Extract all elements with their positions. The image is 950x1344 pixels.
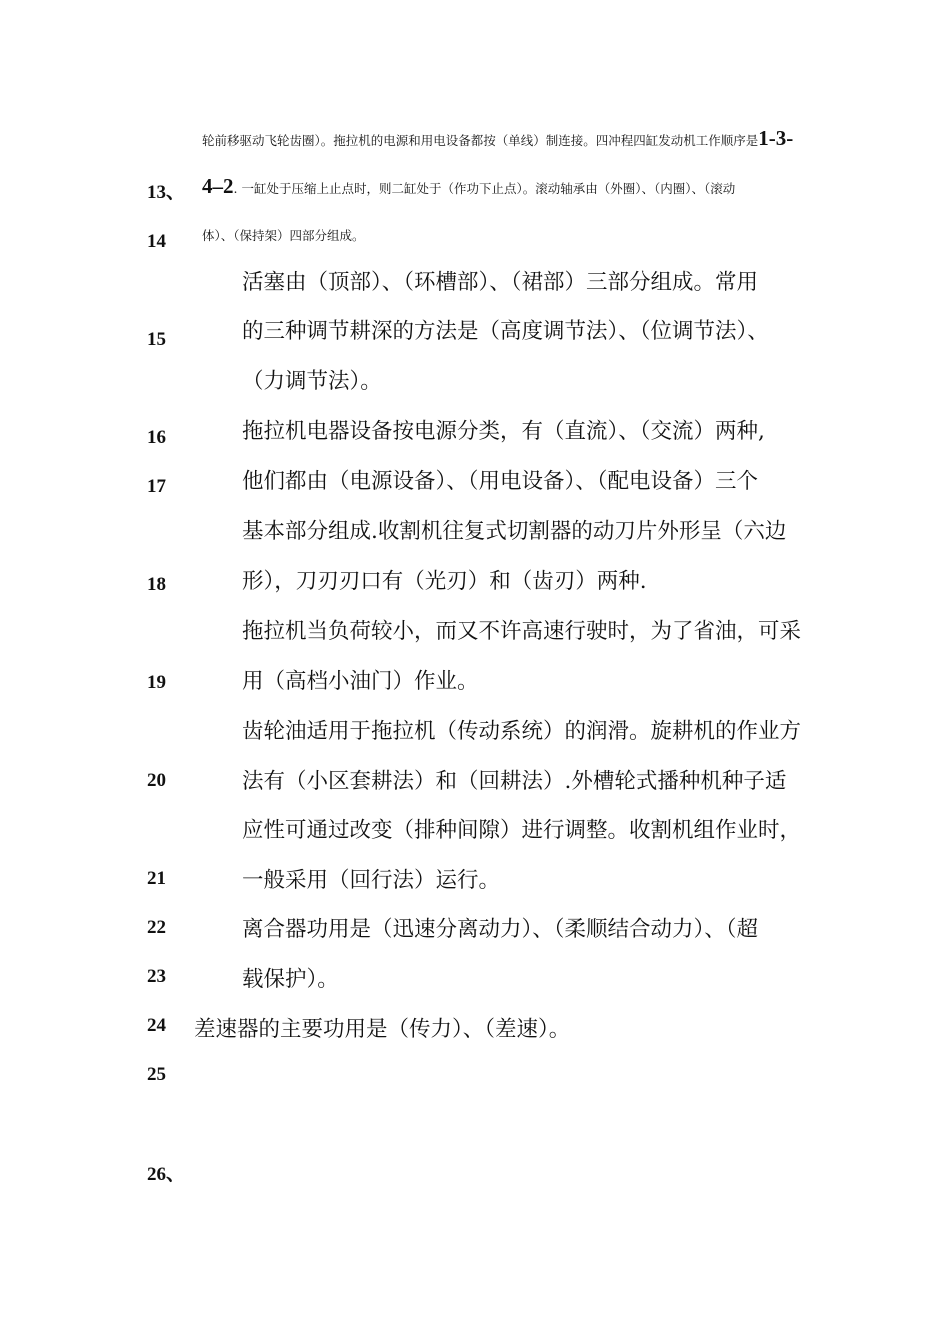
body-text-line-last: 差速器的主要功用是（传力）、（差速）。 xyxy=(194,1017,571,1042)
body-text-line: 应性可通过改变（排种间隙）进行调整。收割机组作业时， xyxy=(242,818,802,843)
body-text-line: 一般采用（回行法）运行。 xyxy=(242,868,501,893)
body-text-line: 拖拉机当负荷较小，而又不许高速行驶时，为了省油，可采 xyxy=(242,619,802,644)
body-text-line: 载保护）。 xyxy=(242,967,339,992)
line-number: 18 xyxy=(147,574,166,595)
body-text-line: 法有（小区套耕法）和（回耕法）.外槽轮式播种机种子适 xyxy=(242,769,787,794)
line-number: 15 xyxy=(147,329,166,350)
text-segment-bold: 1-3- xyxy=(758,126,794,150)
line-number: 24 xyxy=(147,1015,166,1036)
line-number: 19 xyxy=(147,672,166,693)
body-text-line: 他们都由（电源设备）、（用电设备）、（配电设备）三个 xyxy=(242,469,759,494)
text-segment-bold: 4–2 xyxy=(202,174,234,198)
body-text-line: 齿轮油适用于拖拉机（传动系统）的润滑。旋耕机的作业方 xyxy=(242,719,802,744)
body-text-line: 活塞由（顶部）、（环槽部）、（裙部）三部分组成。常用 xyxy=(242,270,759,295)
body-text-line: （力调节法）。 xyxy=(242,369,382,394)
body-text-line: 的三种调节耕深的方法是（高度调节法）、（位调节法）、 xyxy=(242,319,769,344)
line-number: 26、 xyxy=(147,1164,186,1185)
text-segment: . 一缸处于压缩上止点时，则二缸处于（作功下止点）。滚动轴承由（外圈）、（内圈）、（滚动 xyxy=(233,181,736,196)
text-line-small-1 xyxy=(202,128,793,149)
line-number: 23 xyxy=(147,966,166,987)
line-number: 21 xyxy=(147,868,166,889)
body-text-line: 拖拉机电器设备按电源分类，有（直流）、（交流）两种, xyxy=(242,419,765,444)
body-text-line: 基本部分组成.收割机往复式切割器的动刀片外形呈（六边 xyxy=(242,519,787,544)
body-text-line: 离合器功用是（迅速分离动力）、（柔顺结合动力）、（超 xyxy=(242,917,759,942)
text-line-small-2 xyxy=(202,176,735,197)
line-number: 22 xyxy=(147,917,166,938)
line-number: 16 xyxy=(147,427,166,448)
line-number: 17 xyxy=(147,476,166,497)
body-text-line: 用（高档小油门）作业。 xyxy=(242,669,479,694)
line-number: 14 xyxy=(147,231,166,252)
text-segment: 轮前移驱动飞轮齿圈）。拖拉机的电源和用电设备都按（单线）制连接。四冲程四缸发动机工作顺序是 xyxy=(202,133,759,148)
text-line-small-3: 体）、（保持架）四部分组成。 xyxy=(202,228,365,243)
line-number: 20 xyxy=(147,770,166,791)
line-number: 13、 xyxy=(147,182,186,203)
line-number: 25 xyxy=(147,1064,166,1085)
body-text-line: 形），刀刃刃口有（光刃）和（齿刃）两种. xyxy=(242,569,647,594)
